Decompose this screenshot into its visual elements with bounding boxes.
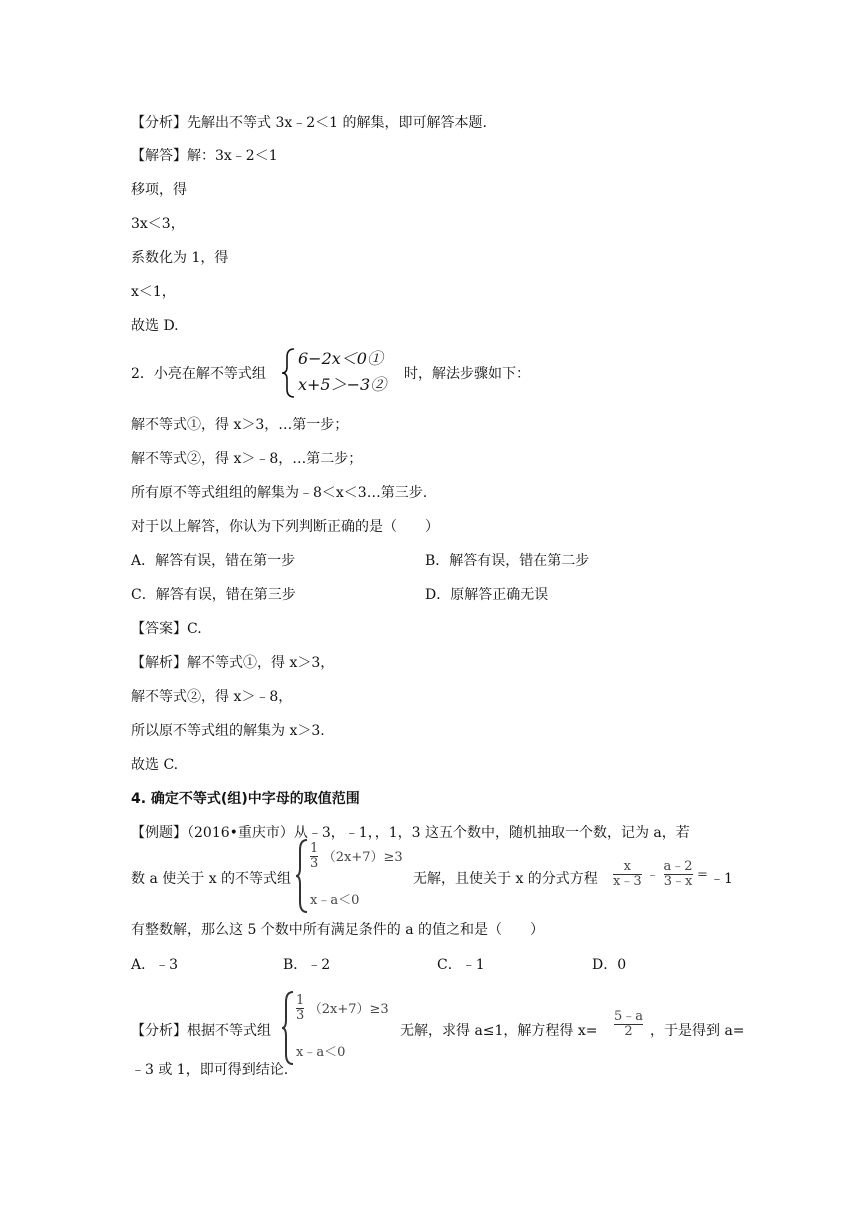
analysis-line-b: 无解，求得 a≤1，解方程得 x= — [400, 1023, 598, 1039]
example-line-2a: 数 a 使关于 x 的不等式组 — [131, 871, 292, 887]
example-line-2b: 无解，且使关于 x 的分式方程 — [413, 871, 598, 887]
option-c: C．﹣1 — [437, 957, 485, 973]
option-b: B．解答有误，错在第二步 — [425, 553, 590, 569]
fe-den1: x﹣3 — [613, 874, 642, 890]
text-line: 系数化为 1，得 — [131, 250, 229, 266]
section-heading: 4. 确定不等式(组)中字母的取值范围 — [131, 791, 360, 807]
fe-num2: a﹣2 — [663, 859, 693, 874]
fraction-equation — [613, 860, 708, 890]
frac-den: 3 — [296, 1008, 305, 1024]
eq-rest: （2x+7）≥3 — [322, 849, 403, 865]
sol-num: 5﹣a — [614, 1009, 644, 1024]
fe-eq: = — [697, 867, 708, 883]
frac-num: 1 — [310, 841, 319, 856]
example-line-3: 有整数解，那么这 5 个数中所有满足条件的 a 的值之和是（ ） — [131, 922, 545, 938]
scanned-system-eq1 — [296, 994, 389, 1024]
frac-num: 1 — [296, 993, 305, 1008]
fe-minus: ﹣ — [646, 867, 660, 883]
question-2-suffix: 时，解法步骤如下： — [404, 366, 530, 382]
text-line: 故选 D. — [131, 318, 179, 334]
brace-icon — [279, 347, 299, 399]
option-d: D．0 — [592, 957, 627, 973]
answer-line: 【答案】C. — [131, 621, 202, 637]
example-line: 【例题】（2016•重庆市）从﹣3，﹣1，，1，3 这五个数中，随机抽取一个数，记为 a，若 — [131, 825, 690, 841]
solution-fraction — [614, 1010, 643, 1040]
step-line: 解不等式②，得 x＞﹣8，…第二步； — [131, 451, 363, 467]
sol-den: 2 — [624, 1024, 633, 1040]
analysis-line: 故选 C. — [131, 757, 179, 773]
analysis-line: 所以原不等式组的解集为 x＞3. — [131, 723, 325, 739]
question-line: 对于以上解答，你认为下列判断正确的是（ ） — [131, 519, 439, 535]
analysis-line: 【解析】解不等式①，得 x＞3， — [131, 655, 335, 671]
brace-icon — [281, 990, 295, 1066]
option-d: D．原解答正确无误 — [425, 587, 549, 603]
text-line: 移项，得 — [131, 182, 187, 198]
analysis-line-c: ，于是得到 a= — [650, 1023, 745, 1039]
solution-line: 【解答】解：3x﹣2＜1 — [131, 148, 278, 164]
step-line: 所有原不等式组组的解集为﹣8＜x＜3…第三步. — [131, 485, 428, 501]
frac-den: 3 — [310, 856, 319, 872]
option-a: A．﹣3 — [131, 957, 179, 973]
option-b: B．﹣2 — [283, 957, 331, 973]
fe-num1: x — [623, 859, 631, 874]
analysis-line: 【分析】先解出不等式 3x﹣2＜1 的解集，即可解答本题. — [131, 115, 487, 131]
step-line: 解不等式①，得 x＞3，…第一步； — [131, 417, 349, 433]
analysis-line-last: ﹣3 或 1，即可得到结论. — [131, 1062, 289, 1078]
analysis-line-a: 【分析】根据不等式组 — [131, 1023, 271, 1039]
option-c: C．解答有误，错在第三步 — [131, 587, 296, 603]
scanned-system-eq2: x﹣a＜0 — [310, 893, 360, 908]
scanned-system-eq2: x﹣a＜0 — [296, 1045, 346, 1060]
system-equation-1: 6−2x＜0① — [298, 349, 383, 368]
eq-rest: （2x+7）≥3 — [308, 1001, 389, 1017]
brace-icon — [295, 838, 309, 914]
system-equation-2: x+5＞−3② — [298, 375, 387, 394]
example-line-2c: ﹣1 — [710, 871, 733, 887]
scanned-system-eq1 — [310, 842, 403, 872]
text-line: x＜1， — [131, 284, 176, 300]
fe-den2: 3﹣x — [663, 874, 693, 890]
text-line: 3x＜3， — [131, 216, 185, 232]
question-2-prefix: 2．小亮在解不等式组 — [131, 366, 266, 382]
analysis-line: 解不等式②，得 x＞﹣8， — [131, 689, 293, 705]
option-a: A．解答有误，错在第一步 — [131, 553, 296, 569]
